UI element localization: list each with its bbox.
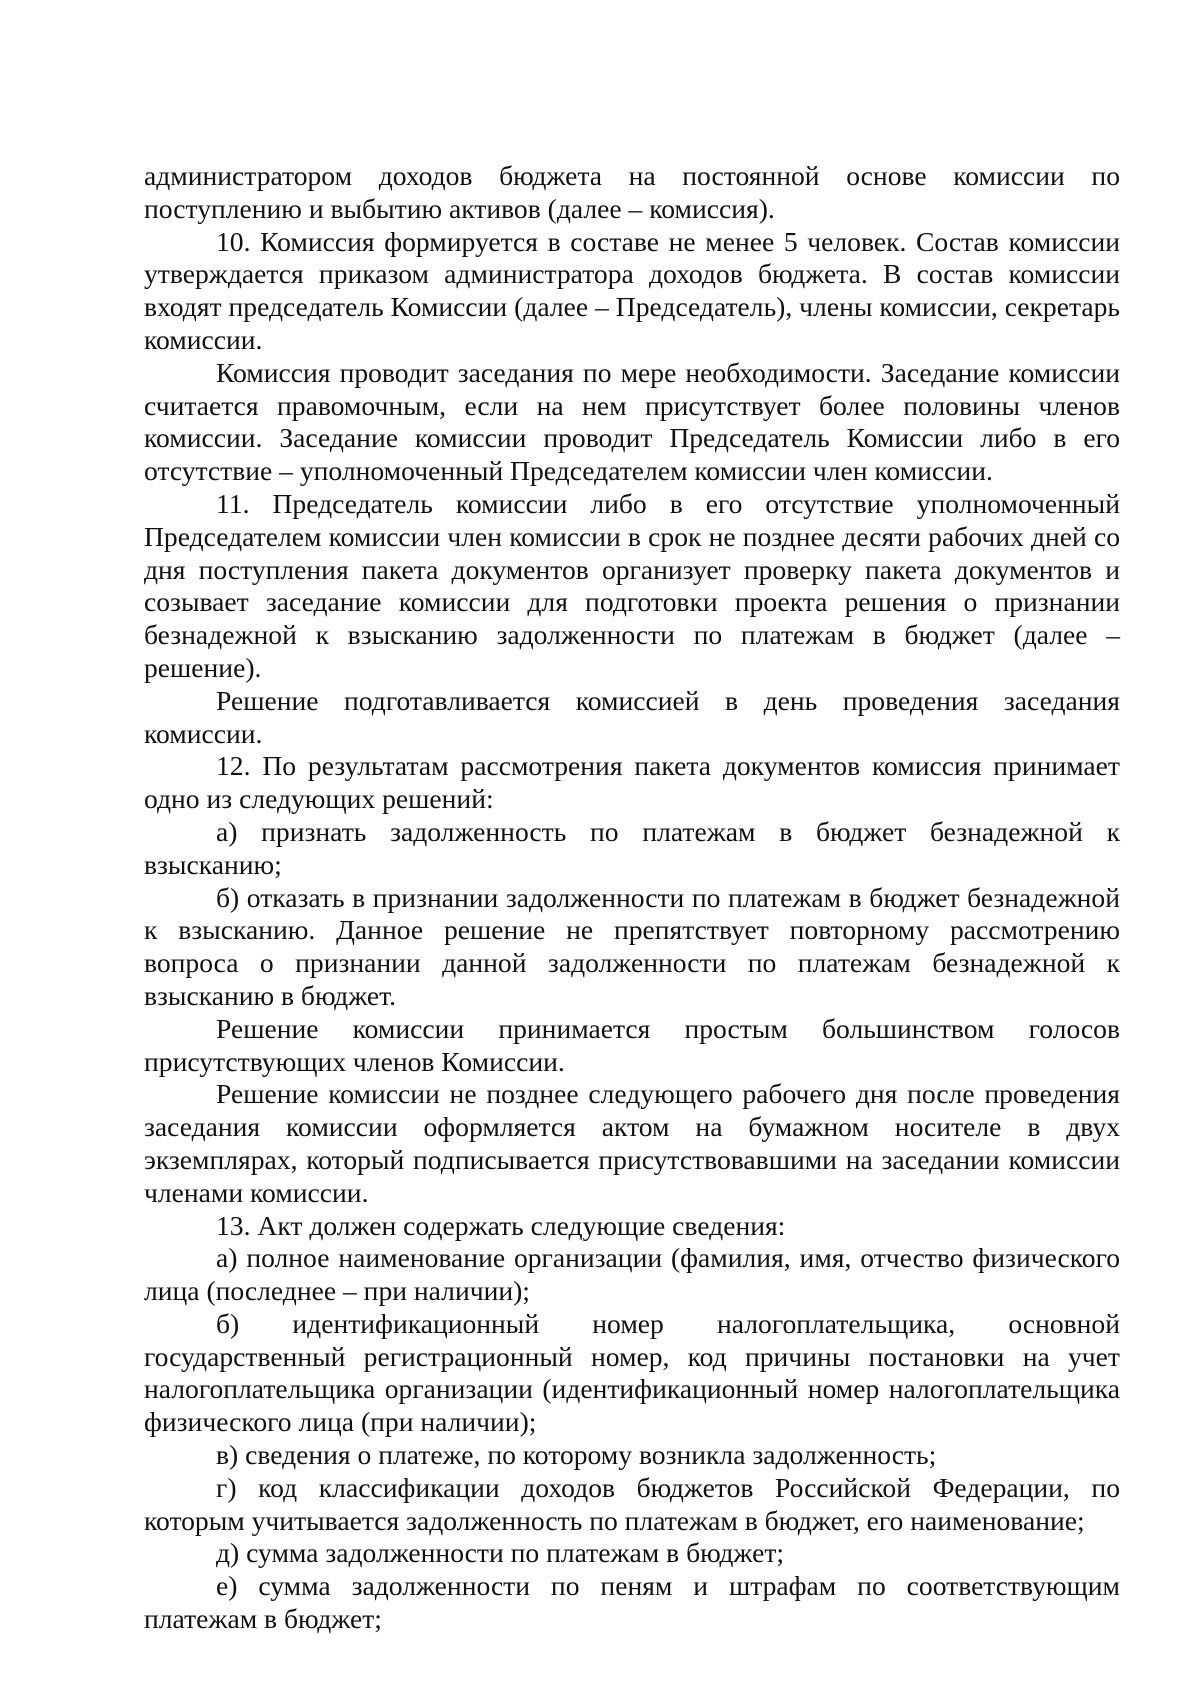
list-item-13v: в) сведения о платеже, по которому возникла задолженность; bbox=[216, 1439, 937, 1471]
list-item-13d: д) сумма задолженности по платежам в бюджет; bbox=[216, 1537, 785, 1569]
list-item-13g: г) код классификации доходов бюджетов Российской Федерации, по которым учитывается задолженность по платежам в бюджет, его наименование; bbox=[144, 1471, 1120, 1536]
paragraph-commission-meetings: Комиссия проводит заседания по мере необходимости. Заседание комиссии считается правомочным, если на нем присутствует более половины членов комиссии. Заседание комиссии проводит Председатель Комиссии либо в его отсутствие – уполномоченный Председателем комиссии член комиссии. bbox=[144, 356, 1120, 487]
paragraph-act-formalization: Решение комиссии не позднее следующего рабочего дня после проведения заседания комиссии оформляется актом на бумажном носителе в двух экземплярах, который подписывается присутствовавшими на заседании комиссии членами комиссии. bbox=[144, 1078, 1120, 1208]
list-item-12b: б) отказать в признании задолженности по платежам в бюджет безнадежной к взысканию. Данное решение не препятствует повторному рассмотрению вопроса о признании данной задолженности по платежам безнадежной к взысканию в бюджет. bbox=[144, 881, 1120, 1011]
paragraph-12-decisions-list: 12. По результатам рассмотрения пакета документов комиссия принимает одно из следующих решений: bbox=[144, 750, 1120, 815]
list-item-13e: е) сумма задолженности по пеням и штрафам по соответствующим платежам в бюджет; bbox=[144, 1570, 1120, 1635]
paragraph-11-chairman-review: 11. Председатель комиссии либо в его отсутствие уполномоченный Председателем комиссии член комиссии в срок не позднее десяти рабочих дней со дня поступления пакета документов организует проверку пакета документов и созывает заседание комиссии для подготовки проекта решения о признании безнадежной к взысканию задолженности по платежам в бюджет (далее – решение). bbox=[144, 487, 1120, 683]
list-item-12a: а) признать задолженность по платежам в бюджет безнадежной к взысканию; bbox=[144, 815, 1120, 880]
paragraph-10-commission-composition: 10. Комиссия формируется в составе не менее 5 человек. Состав комиссии утверждается приказом администратора доходов бюджета. В состав комиссии входят председатель Комиссии (далее – Председатель), члены комиссии, секретарь комиссии. bbox=[144, 225, 1120, 355]
paragraph-majority-vote: Решение комиссии принимается простым большинством голосов присутствующих членов Комиссии. bbox=[144, 1012, 1120, 1077]
list-item-13b: б) идентификационный номер налогоплательщика, основной государственный регистрационный номер, код причины постановки на учет налогоплательщика организации (идентификационный номер налогоплательщика физического лица (при наличии); bbox=[144, 1307, 1120, 1438]
list-item-13a: а) полное наименование организации (фамилия, имя, отчество физического лица (последнее – при наличии); bbox=[144, 1242, 1120, 1307]
document-page bbox=[144, 160, 1120, 1636]
paragraph-commission-continuation: администратором доходов бюджета на постоянной основе комиссии по поступлению и выбытию активов (далее – комиссия). bbox=[144, 160, 1120, 224]
paragraph-decision-preparation: Решение подготавливается комиссией в день проведения заседания комиссии. bbox=[144, 684, 1120, 749]
paragraph-13-act-contents: 13. Акт должен содержать следующие сведения: bbox=[216, 1209, 786, 1241]
